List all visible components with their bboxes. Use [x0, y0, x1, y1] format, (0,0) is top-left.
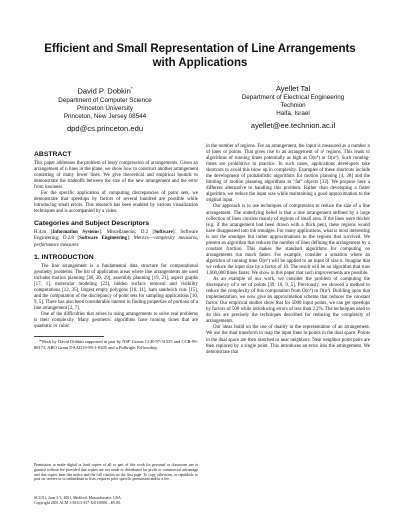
- author-institution: Technion: [280, 102, 306, 109]
- author-location: Princeton, New Jersey 08544: [63, 112, 147, 120]
- author-institution: Princeton University: [77, 104, 133, 112]
- introduction-paragraph: The line arrangement is a fundamental data structure for computational geometry problems. The list of application areas where line arrangements are used includes motion planning [38, 20, 29], assembly planning [19, 21], aspect graphs [17, 1], molecular modeling [22], hidden surface removal and visibility computations [12, 35], largest empty polygons [16, 11], ham sandwich cuts [15], and the computation of the discrepancy of point sets for sampling applications [10, 9, 5]. There has also been considerable interest in finding properties of portions of a line arrangement [2, 7].: [34, 263, 198, 311]
- venue-line: SCG'01, June 3-5, 2001, Medford, Massachusetts, USA.: [34, 496, 122, 500]
- right-column: [206, 144, 370, 356]
- author-email: dpd@cs.princeton.edu: [66, 123, 144, 133]
- author-name: Ayellet Tal: [275, 84, 311, 93]
- author-block-dobkin: [30, 84, 180, 134]
- funding-footnote: *Work by David Dobkin supported in part by NSF Grants CCR-97-31535 and CCR-99-88173, ARO Grant DAAD19-99-1-0205 and a Fulbright Fellowship.: [34, 339, 198, 350]
- body-paragraph: Our ideas build on the use of duality in the representation of an arrangement. We use the dual transform to map the input lines to points in the dual space. Points in the dual space are then matched to near neighbors. Near neighbor point pairs are then replaced by a single point. This introduces an error into the arrangement. We demonstrate that: [206, 325, 370, 355]
- introduction-heading: 1. INTRODUCTION: [34, 253, 94, 261]
- permission-notice: Permission to make digital or hard copies of all or part of this work for personal or classroom use is granted without fee provided that copies are not made or distributed for profit or commercial advantage and that copies bear this notice and the full citation on the first page. To copy otherwise, to republish, to post on servers or to redistribute to lists, requires prior specific permission and/or a fee.: [34, 463, 198, 482]
- abstract-heading: ABSTRACT: [34, 151, 72, 158]
- author-footnote-mark: *: [130, 86, 133, 91]
- introduction-paragraph: One of the difficulties that arises in using arrangements to solve real problems is their complexity. Many geometric algorithms have running times that are quadratic or cubic: [34, 311, 198, 330]
- paper-title: Efficient and Small Representation of Line Arrangements with Applications: [44, 43, 356, 69]
- footnote-divider: [34, 336, 104, 337]
- body-paragraph: in the number of regions. For an arrangement, the input is measured as a number n of lines or points. That gives rise to an arrangement of n² regions. This leads to algorithms of running times potentially as high as O(n⁴) or O(n⁶). Such running-times are prohibitive in practice. In such cases, applications developers take shortcuts to avoid this blow up in complexity. Examples of these shortcuts include the development of probabilistic algorithms for motion planning [4, 28] and the limiting of motion planning algorithms to "fat" objects [32]. We propose here a different alternative to handling this problem. Rather than developing a faster algorithm, we reduce the input size while maintaining a good approximation to the original input.: [206, 144, 370, 204]
- body-paragraph: As an example of our work, we consider the problem of computing the discrepancy of a set of points [39, 10, 9, 5]. Previously, we showed a method to reduce the complexity of this computation from O(n⁴) to O(n³). Building upon that implementation, we now give an approximation scheme that reduces the constant factor. Our empirical studies show that for 5000 input points, we can get speedups by factors of 500 while introducing errors of less than 2.2%. The techniques used to do this are precisely the techniques described for reducing the complexity of arrangements.: [206, 277, 370, 325]
- abstract-paragraph: This paper addresses the problem of lossy compression of arrangements. Given an arrangement of n lines in the plane, we show how to construct another arrangement consisting of many fewer lines. We give theoretical and empirical bounds to demonstrate the tradeoffs between the size of the new arrangement and the error from lossiness.: [34, 161, 198, 191]
- author-email: ayellet@ee.technion.ac.il: [250, 121, 336, 130]
- author-department: Department of Electrical Engineering: [241, 94, 345, 101]
- categories-heading: Categories and Subject Descriptors: [34, 220, 150, 228]
- categories-text: H.4.m [Information Systems]: Miscellaneous; D.2 [Software]: Software Engineering; D.2.8 [Software Engineering]: Metrics—complexity measures, performance measures: [34, 230, 199, 248]
- left-column: [34, 146, 198, 350]
- author-department: Department of Computer Science: [58, 96, 152, 104]
- abstract-paragraph: For the specific application of computing discrepancies of point sets, we demonstrate that speedups by factors of several hundred are possible while introducing small errors. This research has been enabled by various visualization techniques and is accompanied by a video.: [34, 191, 198, 215]
- venue-block: [34, 496, 198, 506]
- author-name: David P. Dobkin*: [77, 86, 133, 96]
- author-block-tal: [218, 84, 368, 131]
- copyright-line: Copyright 2001 ACM 1-58113-357-X/01/0006 ...$5.00.: [34, 500, 121, 505]
- body-paragraph: Our approach is to use techniques of compression to reduce the size of a line arrangement. The underlying belief is that a line arrangement defined by a large collection of lines consists mainly of regions of small area. If the lines were thicker (e.g. if the arrangement had been drawn with a thick pen), these regions would have disappeared into ink smudges. For many applications, what is most interesting is not the smudges but rather approximations to the regions that survived. We present an algorithm that reduces the number of lines defining the arrangement by a constant fraction. This makes the standard algorithms for computing on arrangements run much faster. For example, consider a situation where an algorithm of running time O(n⁶) will be applied to an input of size n. Imagine that we reduce the input size by a factor of 10. The result will be an algorithm that runs 1,000,000 times faster. We show in this paper that such improvements are possible.: [206, 204, 370, 276]
- author-location: Haifa, Israel: [276, 110, 310, 117]
